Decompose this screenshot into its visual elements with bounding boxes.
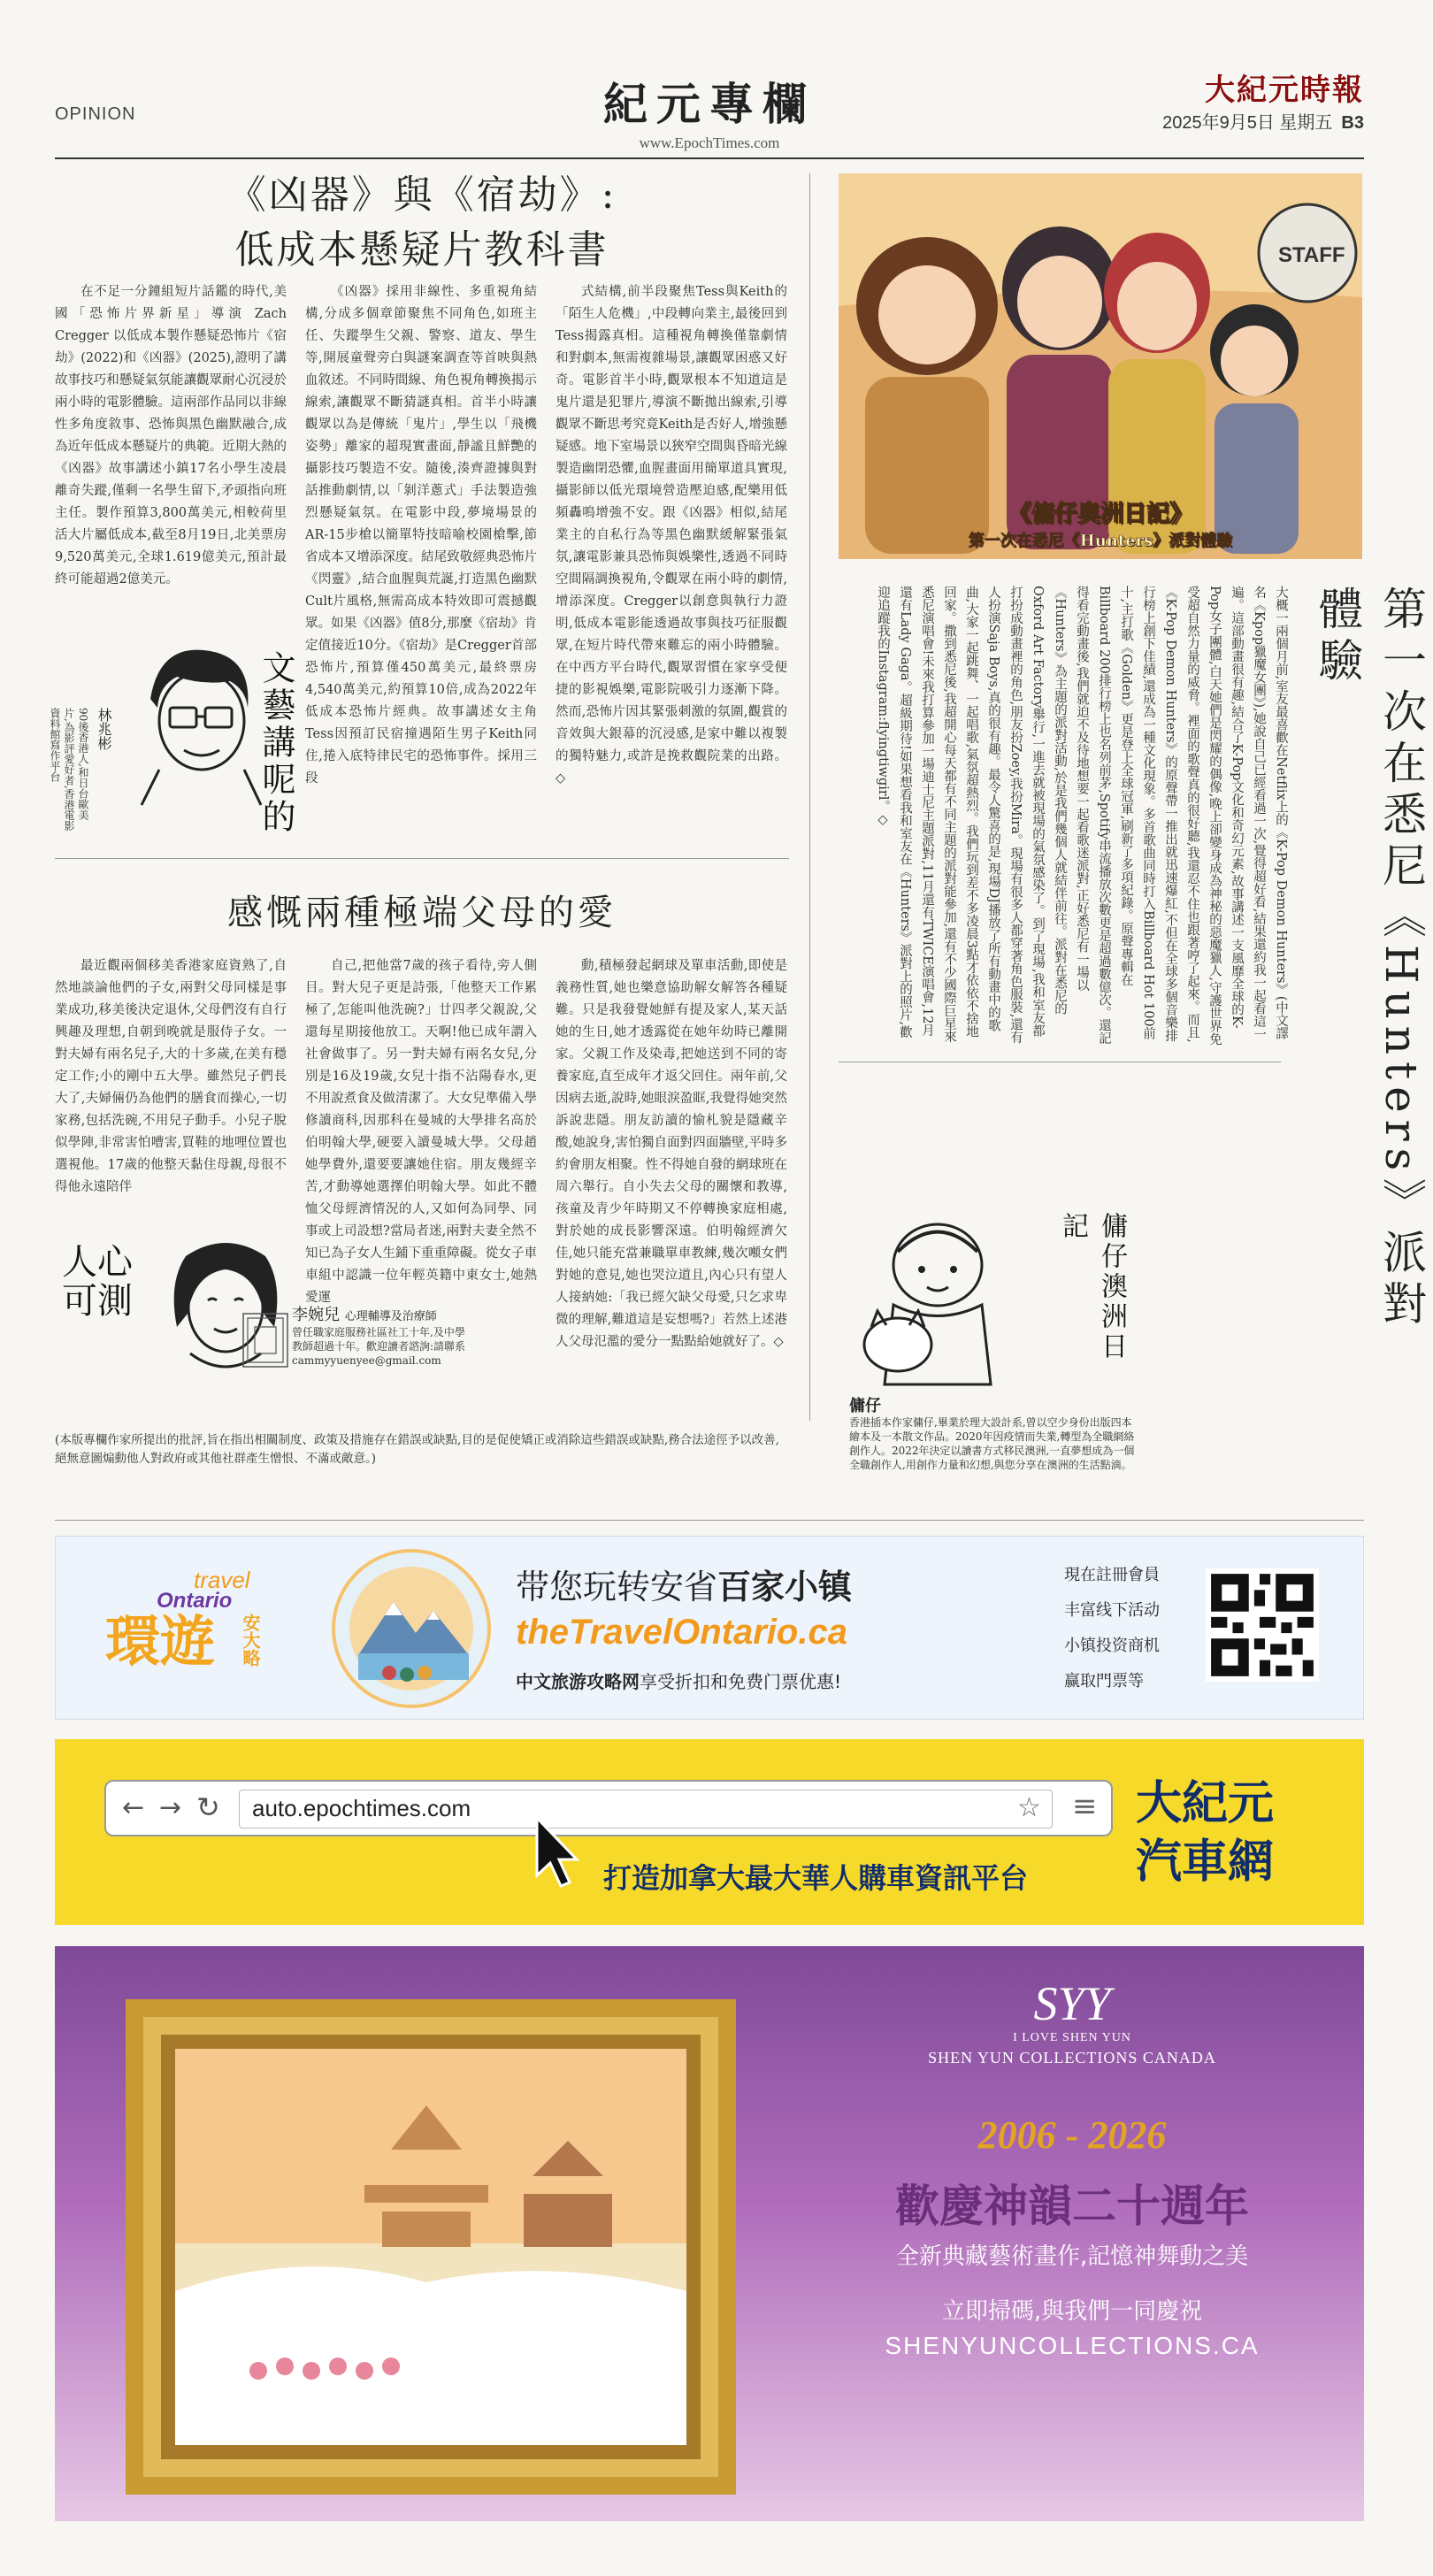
qr-code-icon[interactable] [1206, 1568, 1319, 1682]
ad1-tagline: 中文旅游攻略网享受折扣和免费门票优惠! [516, 1671, 842, 1692]
svg-text:STAFF: STAFF [1278, 243, 1345, 267]
author-desc-2: 曾任職家庭服務社區社工十年,及中學教師超過十年。歡迎讀者諮詢:請聯系 cammyyuenyee@gmail.com [292, 1325, 469, 1368]
ad3-url[interactable]: SHENYUNCOLLECTIONS.CA [885, 2332, 1260, 2359]
staff-sign-icon [1259, 204, 1356, 302]
article1-col2: 《凶器》採用非線性、多重視角結構,分成多個章節聚焦不同角色,如班主任、失蹤學生父親、警察、道友、學生等,開展童聲旁白與謎案調查等首映與熱血敘述。不同時間線、角色視角轉換揭示線索,讓觀眾不斷猜謎真相。首半小時讓觀眾以為是傳統「鬼片」,學生以「飛機姿勢」離家的超現實畫面,靜謐且鮮艷的攝影技巧製造不安。隨後,湊齊證據與對話推動劇情,以「剝洋蔥式」手法製造強烈懸疑氣氛。在電影中段,夢境場景的AR-15步槍以簡單特技暗喻校園槍擊,節省成本又增添深度。結尾致敬經典恐怖片《閃靈》,結合血腥與荒誕,打造黑色幽默Cult片風格,無需高成本特效即可震撼觀眾。如果《凶器》值8分,那麼《宿劫》肯定值接近10分。《宿劫》是Cregger首部恐怖片,預算僅450萬美元,最終票房4,540萬美元,約預算10倍,成為2022年低成本恐怖片經典。故事講述女主角Tess因預訂民宿撞遇陌生男子Keith同住,捲入底特律民宅的恐怖事件。採用三段 [305, 285, 537, 786]
issue-date: 2025年9月5日 星期五 B3 [1162, 113, 1364, 133]
column-divider [809, 173, 810, 1421]
ad1-menu-item[interactable]: 丰富线下活动 [1064, 1601, 1160, 1620]
article3-headline: 第一次在悉尼《Hunters》派對體驗 [1312, 586, 1427, 1332]
ad1-url[interactable]: theTravelOntario.ca [516, 1613, 847, 1652]
column-calligraphy-1: 文藝講呢的 [257, 650, 295, 836]
photo-caption: 《傭仔奧洲日記》 第一次在悉尼《Hunters》派對體驗 [968, 501, 1233, 550]
ad1-headline: 带您玩转安省百家小镇 [516, 1568, 853, 1606]
travel-ontario-ad[interactable] [55, 1536, 1364, 1720]
ad1-menu-item[interactable]: 小镇投资商机 [1064, 1637, 1160, 1655]
section-label: OPINION [55, 104, 136, 124]
auto-epochtimes-ad[interactable] [55, 1739, 1364, 1925]
anniversary-years: 2006 - 2026 [977, 2113, 1167, 2157]
ad1-menu-item[interactable]: 現在註冊會員 [1064, 1566, 1160, 1584]
travel-ontario-logo: travel Ontario 環遊 安大略 [105, 1567, 260, 1673]
ad1-menu-item[interactable]: 赢取門票等 [1064, 1672, 1144, 1690]
author-caricature [133, 637, 265, 805]
editor-disclaimer: (本版專欄作家所提出的批評,旨在指出相關制度、政策及措施存在錯誤或缺點,目的是促使矯正或消除這些錯誤或缺點,務合法途徑予以改善,絕無意圖煽動他人對政府或其他社群產生憎恨、不滿或敵意。) [55, 1433, 779, 1466]
framed-painting-image [126, 1999, 736, 2495]
author-name-3: 傭仔 [849, 1397, 881, 1415]
site-url[interactable]: www.EpochTimes.com [639, 134, 780, 151]
ad2-brand: 大紀元 汽車網 [1136, 1777, 1275, 1889]
address-bar-input[interactable]: auto.epochtimes.com [239, 1790, 1053, 1828]
ad2-tagline: 打造加拿大最大華人購車資訊平台 [603, 1861, 1029, 1895]
article1-headline: 《凶器》與《宿劫》: 低成本懸疑片教科書 [226, 172, 617, 272]
article3-body-upper: 大概一兩個月前,室友最喜歡在Netflix上的《K-Pop Demon Hunters》(中文譯名《Kpop獵魔女團》),她說自己已經看過一次,覺得超好看,結果還約我一起看這一遍。這部動畫很有趣,結合了K-Pop文化和奇幻元素,故事講述一支風靡全球的K-Pop女子團體,白天她們是閃耀的偶像,晚上卻變身成為神秘的惡魔獵人,守護世界免受超自然力量的威脅。裡面的歌聲真的很好聽,我還忍不住也跟著哼了起來。而且,《K-Pop Demon Hunters》的原聲帶一推出就迅速爆紅,不但在全球多個音樂排行榜上創下佳績,還成為一種文化現象。多首歌曲同時打入Billboard Hot 100前十,主打歌《Golden》更是登上全球冠軍,刷新了多項紀錄。原聲專輯在Billboard 200排行榜上也名列前茅,Spotify串流播放次數更是超過數億次。還記得看完動畫後,我們就迫不及待地想要一起看歌迷派對,正好悉尼有一場以《Hunters》為主題的派對活動,於是我們幾個人就結伴前往。派對在悉尼的Oxford Art Factory舉行,一進去就被現場的氣氛感染了。到了現場,我和室友都打扮成動畫裡的角色,朋友扮Zoey,我扮Mira。現場有很多人都穿著角色服裝,還有人扮演Saja Boys,真的很有趣。最令人驚喜的是,現場DJ播放了所有動畫中的歌曲,大家一起跳舞、一起唱歌,氣氛超熱烈。我們玩到差不多凌晨3點才依依不捨地回家。撒到悉尼後,我超開心每天都有不同主題的派對能參加,還有不少國際巨星來悉尼演唱會!未來我打算參加一場迪士尼主題派對,11月還有TWICE演唱會,12月還有Lady Gaga。超級期待!如果想看我和室友在《Hunters》派對上的照片,歡迎追蹤我的Instagram:flyingtiwgirl。◇ [876, 586, 1288, 1046]
ad3-cta: 立即掃碼,與我們一同慶祝 [941, 2298, 1203, 2325]
newspaper-logo: 大紀元時報 [1205, 73, 1364, 108]
author-name-2: 李婉兒 心理輔導及治療師 [292, 1306, 437, 1324]
article2-col2: 自己,把他當7歲的孩子看待,旁人側目。對大兒子更是詩張,「他整天工作累極了,怎能叫他洗碗?」廿四孝父親說,父還每星期接他放工。天啊!他已成年謂入社會做事了。另一對夫婦有兩名女兒,分別是16及19歲,女兒十指不沾陽春水,更不用說煮食及做清潔了。大女兒準備入學修讀商科,因那科在曼城的大學排名高於伯明翰大學,硬要入讀曼城大學。父母趙她學費外,還要要讓她住宿。朋友幾經辛苦,才動導她選擇伯明翰大學。如此不體恤父母經濟情況的人,又如何為同學、同事或上司設想?當局者迷,兩對夫妻全然不知已為子女人生鋪下重重障礙。從女子車車組中認識一位年輕英籍中東女士,她熱愛運 [305, 959, 537, 1305]
article-divider [55, 858, 789, 859]
author-portrait-2 [159, 1230, 292, 1380]
page-number: B3 [1341, 113, 1364, 133]
ads-separator [55, 1520, 1364, 1521]
author-name-1: 林兆彬 [96, 708, 112, 750]
menu-icon[interactable]: ≡ [1072, 1789, 1098, 1824]
author-desc-3: 香港插本作家傭仔,畢業於理大設計系,曾以空少身份出版四本繪本及一本散文作品。2020年因疫情而失業,轉型為全職網絡創作人。2022年決定以讀書方式移民澳洲,一直夢想成為一個全職創作人,用創作力量和幻想,與您分享在澳洲的生活點滴。 [849, 1416, 1135, 1471]
article2-col1: 最近觀兩個移美香港家庭資熟了,自然地談論他們的子女,兩對父母同樣是事業成功,移美後決定退休,父母們沒有自行興趣及理想,自朝到晚就是服侍子女。一對夫婦有兩名兒子,大的十多歲,在美有穩定工作;小的剛中五大學。雖然兒子們長大了,夫婦倆仍為他們的膳食而操心,一切家務,包括洗碗,不用兒子動手。小兒子脫似學陣,非常害怕嘈害,買鞋的地哩位置也選視他。17歲的他整天黏住母親,母很不得他永遠陪伴 [55, 959, 287, 1194]
article1-col3: 式結構,前半段聚焦Tess與Keith的「陌生人危機」,中段轉向業主,最後回到Tess揭露真相。這種視角轉換僅靠劇情和對劇本,無需複雜場景,讓觀眾困惑又好奇。電影首半小時,觀眾根本不知道這是鬼片還是犯罪片,導演不斷拋出線索,引導觀眾不斷思考究竟Keith是否好人,增強懸疑感。地下室場景以狹窄空間與昏暗光線製造幽閉恐懼,血腥畫面用簡單道具實現,攝影師以低光環境營造壓迫感,配樂用低頻轟鳴增強不安。跟《凶器》相似,結尾業主的自私行為等黑色幽默緩解緊張氣氛,讓電影兼具恐怖與娛樂性,透過不同時空間隔調換視角,令觀眾在兩小時的劇情,增添深度。Cregger以創意與執行力證明,低成本電影能透過故事與技巧征服觀眾,在短片時代帶來難忘的兩小時體驗。在中西方平台時代,觀眾習慣在家享受便捷的影視娛樂,電影院吸引力逐漸下降。然而,恐怖片因其緊張刺激的氛圍,觀賞的音效與大銀幕的沉浸感,是家中難以複製的獨特魅力,或許是挽救觀院業的出路。◇ [556, 285, 787, 786]
author-email-2[interactable]: cammyyuenyee@gmail.com [292, 1354, 441, 1367]
author-cartoon-3 [849, 1212, 1026, 1389]
cursor-icon [533, 1813, 586, 1890]
anniversary-subhead: 全新典藏藝術畫作,記憶神舞動之美 [895, 2243, 1249, 2270]
header-rule [55, 157, 1364, 159]
forward-arrow-icon[interactable]: → [159, 1792, 182, 1823]
shen-yun-logo: SYY [1033, 1977, 1111, 2030]
shen-yun-collections-ad[interactable] [55, 1946, 1364, 2521]
page-title: 紀元專欄 [603, 78, 816, 130]
back-arrow-icon[interactable]: ← [122, 1792, 145, 1823]
author-desc-1: 90後香港人,和日台歐美片,為影評愛好者,香港電影資料館寫作平台 [49, 708, 89, 832]
anniversary-headline: 歡慶神韻二十週年 [895, 2180, 1249, 2232]
reload-icon[interactable]: ↻ [196, 1790, 220, 1824]
column-calligraphy-3: 傭仔澳洲日記 [1057, 1212, 1127, 1362]
article2-headline: 感慨兩種極端父母的愛 [227, 893, 617, 933]
shen-yun-brand: SYY I LOVE SHEN YUN SHEN YUN COLLECTIONS CANADA [798, 1976, 1346, 2067]
article2-col3: 動,積極發起網球及單車活動,即使是義務性質,她也樂意協助解女解答各種疑難。只是我發覺她鮮有提及家人,某天話她的生日,她才透露從在她年幼時已離開家。父親工作及染毒,把她送到不同的寄養家庭,直至成年才返父回住。兩年前,父因病去逝,說時,她眼淚盈眶,我覺得她突然訴說悲隱。朋友訪讀的愉札貌是隱藏辛酸,她說身,害怕獨自面對四面牆壁,平時多約會朋友相聚。性不得她自發的網球班在周六舉行。自小失去父母的關懷和教導,孩童及青少年時期又不停轉換家庭相處,對於她的成長影響深遠。伯明翰經濟欠佳,她只能充當兼職單車教練,幾次噸女們對她的意見,她也哭泣道且,內心只有望人人接納她:「我已經欠缺父母愛,只乞求卑微的理解,難道這是妄想嗎?」若然上述港人父母氾濫的愛分一點點給她就好了。◇ [556, 959, 787, 1349]
ad1-menu [1064, 1558, 1160, 1699]
mountain-lake-icon [332, 1549, 491, 1708]
masthead [55, 53, 1364, 150]
column-calligraphy-2: 人心可測 [62, 1242, 133, 1322]
article1-col1: 在不足一分鐘組短片話鑑的時代,美國「恐怖片界新星」導演 Zach Cregger 以低成本製作懸疑恐怖片《宿劫》(2022)和《凶器》(2025),證明了講故事技巧和懸疑氣氛能讓觀眾耐心沉浸於兩小時的電影體驗。這兩部作品同以非線性多角度敘事、恐怖與黑色幽默融合,成為近年低成本懸疑片的典範。近期大熱的《凶器》故事講述小鎮17名小學生凌晨離奇失蹤,僅剩一名學生留下,矛頭指向班主任。製作預算3,800萬美元,相較荷里活大片屬低成本,截至8月19日,北美票房9,520萬美元,全球1.619億美元,預計最終可能超過2億美元。 [55, 285, 287, 586]
browser-bar [104, 1780, 1113, 1836]
star-icon[interactable]: ☆ [1017, 1792, 1041, 1823]
